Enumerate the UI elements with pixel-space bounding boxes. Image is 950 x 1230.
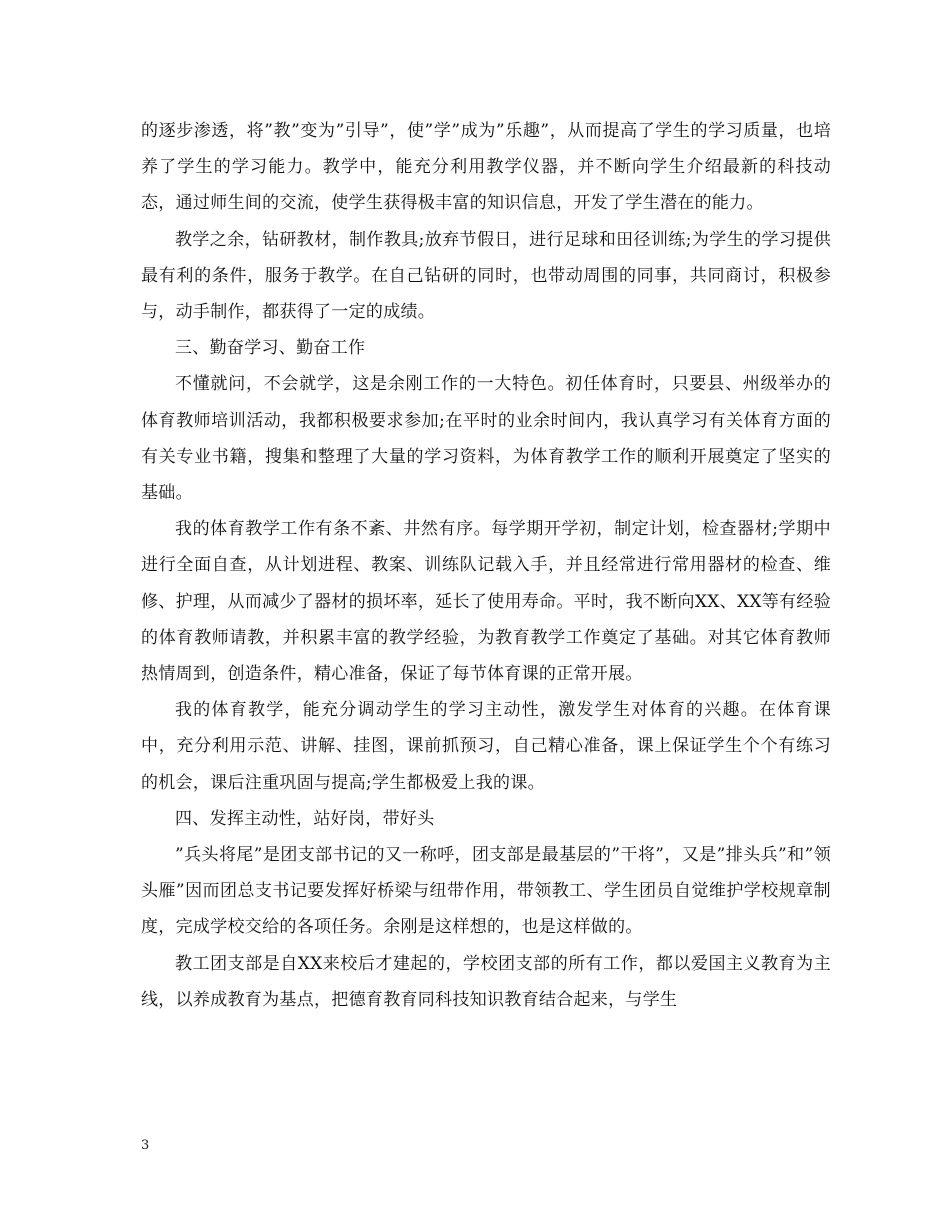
document-body	[141, 113, 831, 1018]
paragraph-4: 我的体育教学工作有条不紊、井然有序。每学期开学初，制定计划，检查器材;学期中进行全面自查，从计划进程、教案、训练队记载入手，并且经常进行常用器材的检查、维修、护理，从而减少了器材的损坏率，延长了使用寿命。平时，我不断向XX、XX等有经验的体育教师请教，并积累丰富的教学经验，为教育教学工作奠定了基础。对其它体育教师热情周到，创造条件，精心准备，保证了每节体育课的正常开展。	[141, 519, 831, 685]
paragraph-2: 教学之余，钻研教材，制作教具;放弃节假日，进行足球和田径训练;为学生的学习提供最有利的条件，服务于教学。在自己钻研的同时，也带动周围的同事，共同商讨，积极参与，动手制作，都获得了一定的成绩。	[141, 229, 831, 323]
section-heading-3: 三、勤奋学习、勤奋工作	[175, 338, 366, 359]
paragraph-1: 的逐步渗透，将”教”变为”引导”，使”学”成为”乐趣”，从而提高了学生的学习质量，也培养了学生的学习能力。教学中，能充分利用教学仪器，并不断向学生介绍最新的科技动态，通过师生间的交流，使学生获得极丰富的知识信息，开发了学生潜在的能力。	[141, 121, 831, 214]
paragraph-6: ”兵头将尾”是团支部书记的又一称呼，团支部是最基层的”干将”，又是”排头兵”和”领头雁”因而团总支书记要发挥好桥梁与纽带作用，带领教工、学生团员自觉维护学校规章制度，完成学校交给的各项任务。余刚是这样想的，也是这样做的。	[141, 845, 831, 938]
paragraph-3: 不懂就问，不会就学，这是余刚工作的一大特色。初任体育时，只要县、州级举办的体育教师培训活动，我都积极要求参加;在平时的业余时间内，我认真学习有关体育方面的有关专业书籍，搜集和整理了大量的学习资料，为体育教学工作的顺利开展奠定了坚实的基础。	[141, 374, 831, 504]
section-heading-4: 四、发挥主动性，站好岗，带好头	[175, 808, 435, 829]
page-number: 3	[141, 1138, 150, 1153]
paragraph-5: 我的体育教学，能充分调动学生的学习主动性，激发学生对体育的兴趣。在体育课中，充分利用示范、讲解、挂图，课前抓预习，自己精心准备，课上保证学生个个有练习的机会，课后注重巩固与提高;学生都极爱上我的课。	[141, 700, 831, 793]
paragraph-7: 教工团支部是自XX来校后才建起的，学校团支部的所有工作，都以爱国主义教育为主线，以养成教育为基点，把德育教育同科技知识教育结合起来，与学生	[141, 953, 831, 1010]
